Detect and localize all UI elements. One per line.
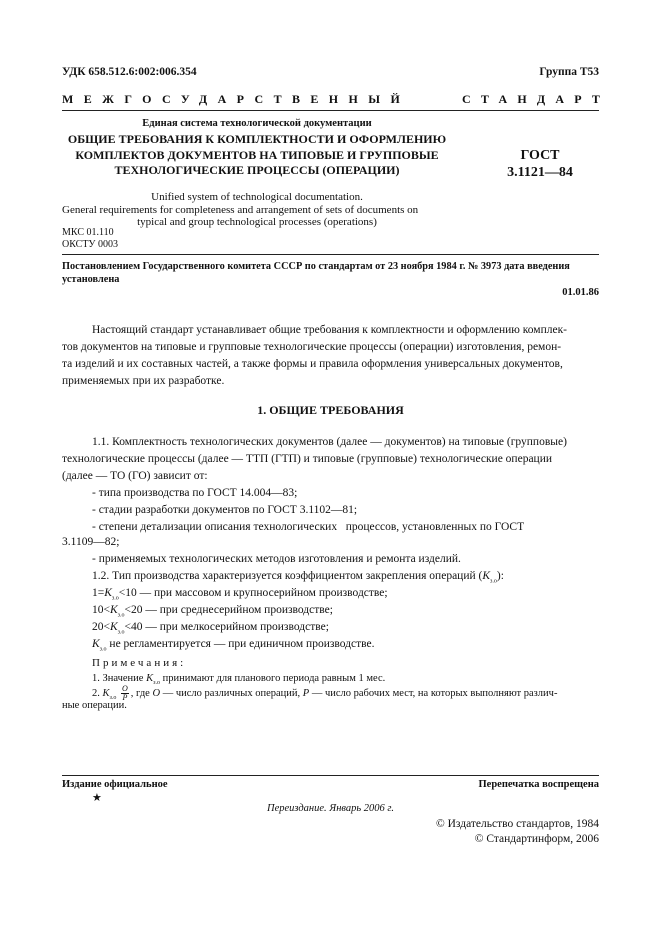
banner-standard: СТАНДАРТ	[462, 92, 611, 106]
footer-rule	[62, 775, 599, 776]
udk-code: УДК 658.512.6:002:006.354	[62, 66, 197, 78]
star-icon: ★	[92, 792, 102, 804]
title-line-2: КОМПЛЕКТОВ ДОКУМЕНТОВ НА ТИПОВЫЕ И ГРУППОВЫЕ	[75, 148, 439, 162]
p11-line-3: (далее — ТО (ГО) зависит от:	[62, 470, 208, 482]
p11-line-1: 1.1. Комплектность технологических документов (далее — документов) на типовые (групповые)	[92, 436, 567, 448]
note-2-cont: ные операции.	[62, 700, 127, 711]
coefficient-row-single: $K_{з.о}$ не регламентируется — при единичном производстве.	[92, 638, 375, 653]
okstu-code: ОКСТУ 0003	[62, 239, 119, 250]
republication-note: Переиздание. Январь 2006 г.	[267, 803, 394, 814]
intro-line-2: тов документов на типовые и групповые технологические процессы (операции) изготовления, ремон-	[62, 341, 562, 353]
list-item-development-stage: - стадии разработки документов по ГОСТ 3.1102—81;	[92, 504, 358, 516]
title-rule	[62, 254, 599, 255]
header-rule	[62, 110, 599, 111]
gost-number: 3.1121—84	[507, 165, 573, 180]
intro-line-1: Настоящий стандарт устанавливает общие требования к комплектности и оформлению комплек-	[92, 324, 567, 336]
list-item-production-type: - типа производства по ГОСТ 14.004—83;	[92, 487, 298, 499]
gost-label: ГОСТ	[520, 148, 560, 163]
coefficient-row-mass: $1=K_{з.о}<10$ — при массовом и крупносерийном производстве;	[92, 587, 388, 602]
p11-line-2: технологические процессы (далее — ТТП (ГТП) и типовые (групповые) технологические операции	[62, 453, 553, 465]
coefficient-row-small: $20<K_{з.о}<40$ — при мелкосерийном производстве;	[92, 621, 329, 636]
effective-date: 01.01.86	[562, 287, 599, 298]
title-line-3: ТЕХНОЛОГИЧЕСКИЕ ПРОЦЕССЫ (ОПЕРАЦИИ)	[114, 163, 400, 177]
english-title-line-1: Unified system of technological documentation.	[151, 191, 363, 203]
list-item-detail-degree: - степени детализации описания технологических процессов, установленных по ГОСТ	[92, 521, 525, 533]
formula-fraction: $\frac{O}{P}$	[122, 684, 128, 702]
p12-line: 1.2. Тип производства характеризуется коэффициентом закрепления операций $(K_{з.о})$:	[92, 570, 504, 585]
title-line-1: ОБЩИЕ ТРЕБОВАНИЯ К КОМПЛЕКТНОСТИ И ОФОРМЛЕНИЮ	[67, 132, 447, 146]
banner-interstate: МЕЖГОСУДАРСТВЕННЫЙ	[62, 92, 411, 106]
note-2: 2. $K_{з.о}$ $\frac{O}{P}$ , где O — число различных операций, P — число рабочих мест, на которых выполняют различ-	[92, 684, 558, 702]
english-title-line-3: typical and group technological processes (operations)	[137, 216, 377, 228]
mks-code: МКС 01.110	[62, 227, 114, 238]
reprint-prohibited: Перепечатка воспрещена	[478, 779, 599, 790]
system-name: Единая система технологической документации	[142, 118, 372, 129]
coefficient-row-medium: $10<K_{з.о}<20$ — при среднесерийном производстве;	[92, 604, 333, 619]
list-item-methods: - применяемых технологических методов изготовления и ремонта изделий.	[92, 553, 461, 565]
intro-line-4: применяемых при их разработке.	[62, 375, 225, 387]
official-edition: Издание официальное	[62, 779, 168, 790]
decree-line-2: установлена	[62, 274, 120, 285]
copyright-1984: © Издательство стандартов, 1984	[435, 818, 599, 830]
group-code: Группа Т53	[539, 66, 599, 78]
intro-line-3: та изделий и их составных частей, а также формы и правила оформления универсальных документов,	[62, 358, 563, 370]
notes-label: Примечания:	[92, 657, 187, 669]
list-item-detail-degree-cont: 3.1109—82;	[62, 536, 120, 548]
english-title-line-2: General requirements for completeness and arrangement of sets of documents on	[62, 204, 419, 216]
section-heading: 1. ОБЩИЕ ТРЕБОВАНИЯ	[257, 403, 404, 417]
note-1: 1. Значение $K_{з.о}$ принимают для планового периода равным 1 мес.	[92, 673, 386, 687]
decree-line-1: Постановлением Государственного комитета СССР по стандартам от 23 ноября 1984 г. № 3973 дата введения	[62, 261, 570, 272]
copyright-2006: © Стандартинформ, 2006	[474, 833, 599, 845]
